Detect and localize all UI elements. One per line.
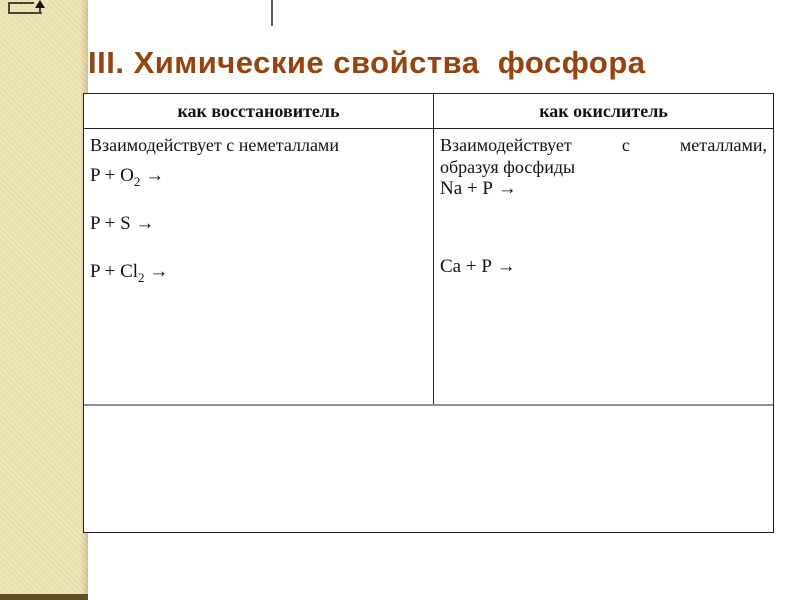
reducer-intro: Взаимодействует с неметаллами xyxy=(90,135,339,155)
sidebar-bottom-edge xyxy=(0,594,88,600)
properties-table xyxy=(83,93,774,533)
reducer-cell xyxy=(84,129,434,404)
oxidizer-intro-line2: образуя фосфиды xyxy=(440,157,576,177)
equation-p-cl2: $P + Cl_2$ → xyxy=(90,261,169,285)
oxidizer-intro-line1: Взаимодействует с металлами, xyxy=(440,135,767,155)
oxidizer-cell xyxy=(434,129,773,404)
equation-p-s: P + S → xyxy=(90,213,155,234)
table-content-row xyxy=(84,129,773,406)
slide-title: III. Химические свойства фосфора xyxy=(88,45,646,80)
table-header-row xyxy=(84,94,773,129)
top-center-tick-line xyxy=(271,0,273,26)
table-empty-row xyxy=(84,406,773,532)
equation-ca-p: Ca + P → xyxy=(440,256,516,277)
equation-na-p: Na + P → xyxy=(440,178,517,199)
header-cell-oxidizer: как окислитель xyxy=(539,100,668,121)
equation-p-o2: $P + O_2$ → xyxy=(90,165,165,189)
sidebar-decoration xyxy=(0,0,88,600)
header-cell-reducer: как восстановитель xyxy=(84,94,434,128)
return-up-arrow-icon[interactable] xyxy=(4,0,48,17)
